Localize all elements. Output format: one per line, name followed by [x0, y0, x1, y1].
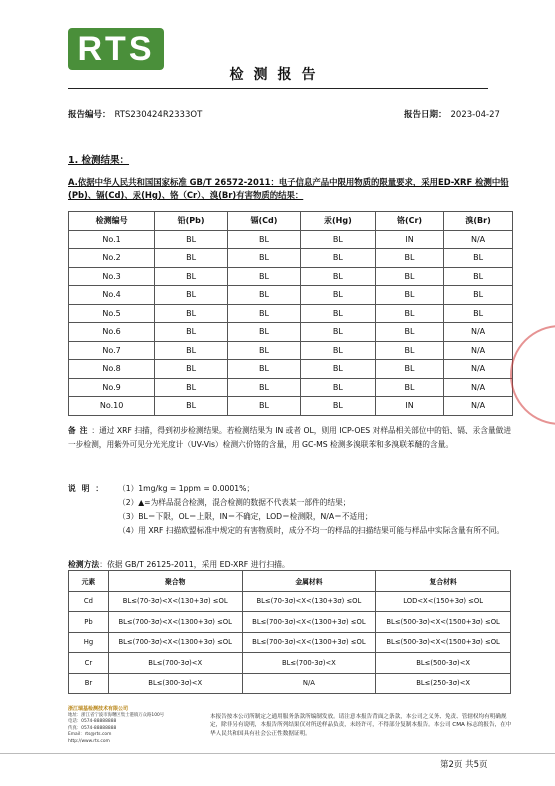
explanation-item: （2）▲=为样品混合检测，混合检测的数据不代表某一部件的结果； [118, 498, 351, 507]
method-text: ：依据 GB/T 26125-2011，采用 ED-XRF 进行扫描。 [99, 560, 290, 569]
remark-label: 备注 [68, 426, 92, 435]
results-cell: BL [300, 397, 375, 416]
element-cell: Cd [69, 591, 109, 612]
results-cell: BL [228, 267, 301, 286]
results-cell: BL [228, 249, 301, 268]
results-cell: BL [300, 360, 375, 379]
standard-description: A.依据中华人民共和国国家标准 GB/T 26572-2011：电子信息产品中限用物质的限量要求，采用ED-XRF 检测中铅(Pb)、镉(Cd)、汞(Hg)、铬（Cr）、溴(Br)有害物质的结果： [68, 177, 509, 200]
results-row [69, 304, 513, 323]
results-cell: BL [300, 249, 375, 268]
limits-row [69, 653, 511, 674]
results-cell: IN [375, 230, 443, 249]
limits-header-row [69, 571, 511, 592]
results-cell: BL [300, 267, 375, 286]
results-cell: BL [155, 304, 228, 323]
limit-cell: BL≤(700-3σ)<X<(1300+3σ) ≤OL [108, 612, 242, 633]
explanation-block [68, 482, 514, 538]
results-table [68, 211, 513, 416]
limits-header-cell: 复合材料 [376, 571, 511, 592]
results-cell: BL [228, 323, 301, 342]
disclaimer: 本报告按本公司所制定之通用服务条款所编制发放。请注意本报告背面之条款，本公司之义务、免责、管辖权均有明确规定，除非另有说明，本报告所列结果仅对所送样品负责，未经许可，不得部分复制本报告。本公司 CMA 标志的报告，在中华人民共和国具有社会公正性数据证明。 [210, 714, 512, 737]
results-cell: BL [228, 286, 301, 305]
results-row [69, 378, 513, 397]
contact-line: 电话：0574-88888888 [68, 719, 117, 725]
results-cell: BL [155, 286, 228, 305]
limit-cell: BL≤(700-3σ)<X [242, 653, 376, 674]
results-cell: No.5 [69, 304, 155, 323]
seal-stamp [510, 325, 555, 425]
report-number [68, 108, 202, 120]
results-cell: N/A [444, 360, 513, 379]
limits-table [68, 570, 511, 694]
limits-header-cell: 金属材料 [242, 571, 376, 592]
report-number-value: RTS230424R2333OT [114, 110, 203, 120]
limit-cell: BL≤(500-3σ)<X<(1500+3σ) ≤OL [376, 632, 511, 653]
report-number-label: 报告编号： [68, 110, 111, 120]
company-contact [68, 706, 178, 746]
results-header-cell: 检测编号 [69, 212, 155, 231]
limits-row [69, 673, 511, 694]
results-row [69, 230, 513, 249]
report-date-label: 报告日期： [404, 110, 447, 120]
limit-cell: BL≤(700-3σ)<X<(1300+3σ) ≤OL [242, 612, 376, 633]
limits-header-cell: 聚合物 [108, 571, 242, 592]
results-cell: BL [228, 397, 301, 416]
results-cell: BL [444, 286, 513, 305]
results-cell: BL [155, 267, 228, 286]
results-cell: BL [375, 267, 443, 286]
contact-line: Email：rts@rts.com [68, 732, 112, 738]
limit-cell: BL≤(700-3σ)<X<(1300+3σ) ≤OL [242, 632, 376, 653]
results-header-cell: 汞(Hg) [300, 212, 375, 231]
element-cell: Pb [69, 612, 109, 633]
results-cell: No.9 [69, 378, 155, 397]
remark-text: ：通过 XRF 扫描，得到初步检测结果。若检测结果为 IN 或者 OL，则用 ICP-OES 对样品相关部位中的铅、镉、汞含量做进一步检测，用紫外可见分光光度计（UV-Vis）检测六价铬的含量，用 GC-MS 检测多溴联苯和多溴联苯醚的含量。 [68, 426, 512, 449]
results-cell: BL [375, 341, 443, 360]
explanation-item: （3）BL＝下限，OL＝上限，IN＝不确定，LOD＝检测限，N/A＝不适用； [118, 512, 373, 521]
limit-cell: N/A [242, 673, 376, 694]
results-cell: No.10 [69, 397, 155, 416]
section-heading: 1. 检测结果： [68, 155, 130, 166]
results-cell: BL [375, 360, 443, 379]
results-cell: BL [300, 341, 375, 360]
results-cell: No.6 [69, 323, 155, 342]
results-cell: BL [300, 378, 375, 397]
method-label: 检测方法 [68, 560, 100, 569]
test-method [68, 559, 290, 570]
explanation-item: （4）用 XRF 扫描欧盟标准中规定的有害物质时，成分不均一的样品的扫描结果可能与样品中实际含量有所不同。 [118, 526, 505, 535]
results-cell: No.3 [69, 267, 155, 286]
contact-line: http://www.rts.com [68, 738, 110, 744]
report-date [404, 108, 500, 120]
element-cell: Hg [69, 632, 109, 653]
report-date-value: 2023-04-27 [450, 110, 500, 120]
results-cell: BL [300, 323, 375, 342]
results-row [69, 249, 513, 268]
explanation-item: （1）1mg/kg = 1ppm = 0.0001%； [118, 484, 255, 493]
results-cell: BL [375, 286, 443, 305]
results-cell: No.2 [69, 249, 155, 268]
results-cell: N/A [444, 323, 513, 342]
company-name: 浙江瑞基检测技术有限公司 [68, 706, 129, 712]
results-row [69, 267, 513, 286]
document-title: 检测报告 [229, 67, 326, 83]
results-cell: BL [228, 230, 301, 249]
results-cell: BL [155, 230, 228, 249]
contact-line: 传真：0574-88888888 [68, 725, 117, 731]
limit-cell: BL≤(500-3σ)<X<(1500+3σ) ≤OL [376, 612, 511, 633]
limit-cell: BL≤(300-3σ)<X [108, 673, 242, 694]
contact-line: 地址：浙江省宁波市海曙区集士港镇万众路100号 [68, 712, 165, 718]
results-cell: No.7 [69, 341, 155, 360]
limit-cell: LOD<X<(150+3σ) ≤OL [376, 591, 511, 612]
remark-paragraph [68, 424, 514, 451]
results-header-cell: 铬(Cr) [375, 212, 443, 231]
results-cell: No.4 [69, 286, 155, 305]
results-cell: BL [228, 341, 301, 360]
footer-divider [0, 753, 555, 754]
page-number: 第2页 共5页 [440, 760, 488, 770]
element-cell: Cr [69, 653, 109, 674]
results-cell: BL [155, 397, 228, 416]
results-cell: N/A [444, 230, 513, 249]
results-cell: BL [375, 378, 443, 397]
results-cell: BL [375, 249, 443, 268]
results-header-cell: 铅(Pb) [155, 212, 228, 231]
results-row [69, 341, 513, 360]
results-cell: BL [444, 304, 513, 323]
results-cell: BL [155, 360, 228, 379]
results-row [69, 397, 513, 416]
results-cell: BL [444, 267, 513, 286]
results-cell: BL [444, 249, 513, 268]
limits-row [69, 632, 511, 653]
limit-cell: BL≤(500-3σ)<X [376, 653, 511, 674]
results-cell: N/A [444, 341, 513, 360]
results-cell: BL [155, 378, 228, 397]
results-cell: BL [375, 304, 443, 323]
results-row [69, 286, 513, 305]
company-logo: RTS [68, 28, 164, 70]
limit-cell: BL≤(700-3σ)<X<(1300+3σ) ≤OL [108, 632, 242, 653]
explanation-label: 说明： [68, 484, 110, 493]
results-cell: BL [155, 323, 228, 342]
results-cell: BL [375, 323, 443, 342]
results-cell: N/A [444, 378, 513, 397]
limits-row [69, 612, 511, 633]
results-header-cell: 镉(Cd) [228, 212, 301, 231]
title-divider [68, 88, 488, 89]
results-row [69, 323, 513, 342]
results-cell: BL [228, 360, 301, 379]
limits-row [69, 591, 511, 612]
results-cell: BL [228, 378, 301, 397]
results-header-cell: 溴(Br) [444, 212, 513, 231]
results-cell: BL [155, 249, 228, 268]
results-cell: BL [300, 286, 375, 305]
results-cell: BL [300, 230, 375, 249]
results-row [69, 360, 513, 379]
results-header-row [69, 212, 513, 231]
results-cell: IN [375, 397, 443, 416]
results-cell: BL [300, 304, 375, 323]
results-cell: No.1 [69, 230, 155, 249]
limits-header-cell: 元素 [69, 571, 109, 592]
results-cell: No.8 [69, 360, 155, 379]
limit-cell: BL≤(70-3σ)<X<(130+3σ) ≤OL [108, 591, 242, 612]
results-cell: N/A [444, 397, 513, 416]
limit-cell: BL≤(700-3σ)<X [108, 653, 242, 674]
results-cell: BL [228, 304, 301, 323]
results-cell: BL [155, 341, 228, 360]
limit-cell: BL≤(70-3σ)<X<(130+3σ) ≤OL [242, 591, 376, 612]
limit-cell: BL≤(250-3σ)<X [376, 673, 511, 694]
element-cell: Br [69, 673, 109, 694]
